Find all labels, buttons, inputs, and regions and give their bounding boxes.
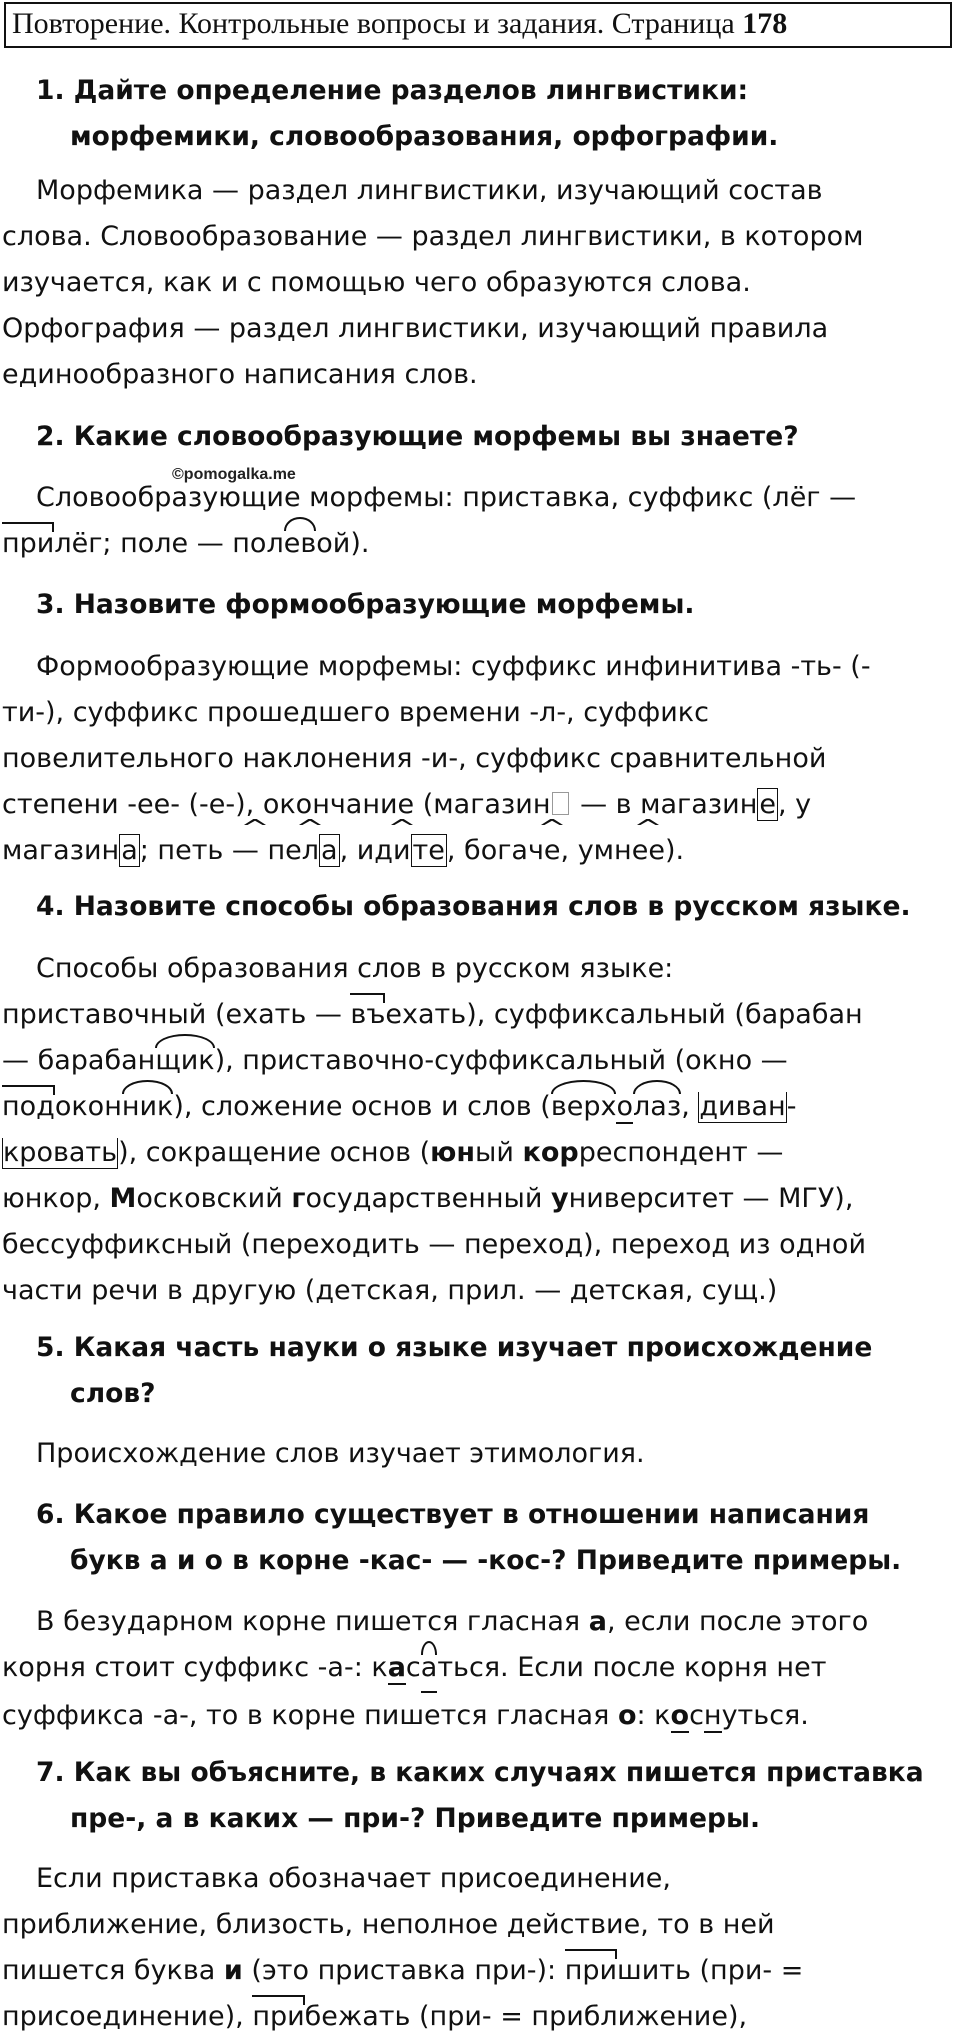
question-text: слов? (70, 1378, 156, 1409)
suffix-mark: ^ л (302, 828, 319, 874)
ending-mark: а (321, 835, 338, 866)
root-mark: лаз (633, 1084, 681, 1130)
suffix-mark: ник (122, 1084, 174, 1130)
answer-line: Словообразующие морфемы: приставка, суффикс (лёг — (36, 482, 857, 513)
answer-line: слова. Словообразование — раздел лингвистики, в котором (2, 221, 864, 252)
question-1 (36, 68, 936, 160)
answer-line: Формообразующие морфемы: суффикс инфинитива -ть- (- (36, 651, 871, 682)
answer-line: Способы образования слов в русском языке: (36, 953, 674, 984)
question-text: Как вы объясните, в каких случаях пишется приставка (73, 1757, 924, 1788)
question-5 (36, 1325, 936, 1417)
question-3 (36, 582, 936, 628)
question-number: 6. (36, 1499, 65, 1530)
interfix-mark: о (616, 1091, 634, 1122)
answer-line: изучается, как и с помощью чего образуются слова. (2, 267, 751, 298)
answer-line: присоединение), прибежать (при- = приближение), (2, 1994, 952, 2040)
question-4 (36, 884, 936, 930)
suffix-mark: а (421, 1645, 438, 1693)
answer-line: бессуффиксный (переходить — переход), переход из одной (2, 1229, 866, 1260)
prefix-mark: въ (350, 992, 385, 1038)
prefix-mark: при (252, 1994, 304, 2040)
answer-line: кровать), сокращение основ (юный корреспондент — (3, 1137, 784, 1168)
question-text: Назовите способы образования слов в русском языке. (73, 891, 911, 922)
answer-5 (2, 1431, 952, 1477)
answer-line: суффикса -а-, то в корне пишется гласная о: коснуться. (2, 1700, 809, 1731)
answer-line: приставочный (ехать — въехать), суффиксальный (барабан (2, 992, 952, 1038)
question-text: морфемики, словообразования, орфографии. (70, 121, 779, 152)
answer-line: Если приставка обозначает присоединение, (36, 1863, 671, 1894)
answer-line: приближение, близость, неполное действие, то в ней (2, 1909, 775, 1940)
question-text: букв а и о в корне -кас- — -кос-? Приведите примеры. (70, 1545, 902, 1576)
answer-1 (2, 168, 952, 398)
question-text: Назовите формообразующие морфемы. (73, 589, 695, 620)
suffix-mark: ев (284, 521, 317, 567)
answer-line: магазина; пет^ ь — пе^ ла, ид^ ите, богач^ е, умн^ ее). (2, 828, 952, 874)
answer-line: корня стоит суффикс -а-: касаться. Если после корня нет (2, 1645, 952, 1693)
stem-mark: кровать (3, 1137, 118, 1168)
question-number: 4. (36, 891, 65, 922)
answer-6 (2, 1599, 952, 1739)
answer-4 (2, 946, 952, 1314)
header-title: Повторение. Контрольные вопросы и задания. Страница (12, 7, 735, 40)
suffix-mark: ^ и (393, 828, 411, 874)
answer-line: Происхождение слов изучает этимология. (36, 1438, 645, 1469)
question-number: 2. (36, 421, 65, 452)
prefix-mark: под (2, 1084, 55, 1130)
answer-line: юнкор, Московский государственный университет — МГУ), (2, 1183, 854, 1214)
stem-mark: диван (699, 1091, 786, 1122)
answer-3 (2, 644, 952, 874)
ending-mark: те (412, 835, 445, 866)
ending-mark: е (759, 789, 776, 820)
answer-line: подоконник), сложение основ и слов (верхолаз, диван- (2, 1084, 952, 1130)
question-text: Какие словообразующие морфемы вы знаете? (73, 421, 799, 452)
question-text: пре-, а в каких — при-? Приведите примеры. (70, 1803, 761, 1834)
answer-line: пишется буква и (это приставка при-): пришить (при- = (2, 1948, 952, 1994)
question-text: Какая часть науки о языке изучает происхождение (73, 1332, 873, 1363)
page-number: 178 (742, 7, 788, 40)
question-number: 5. (36, 1332, 65, 1363)
suffix-mark: ^ е (544, 828, 561, 874)
page-header (4, 2, 952, 48)
answer-line: единообразного написания слов. (2, 359, 478, 390)
answer-line: — барабанщик), приставочно-суффиксальный (окно — (2, 1038, 952, 1084)
suffix-mark: щик (155, 1038, 214, 1084)
ending-mark: а (121, 835, 138, 866)
suffix-mark: н (703, 1700, 722, 1731)
root-mark: верх (551, 1084, 617, 1130)
answer-line: прилёг; поле — полевой). (2, 521, 952, 567)
question-number: 1. (36, 75, 65, 106)
question-number: 7. (36, 1757, 65, 1788)
prefix-mark: при (565, 1948, 617, 1994)
suffix-mark: ^ ь — пе (207, 828, 301, 874)
prefix-mark: при (2, 521, 54, 567)
answer-line: степени -ее- (-е-), окончание (магазин — в магазине, у (2, 789, 812, 820)
question-6 (36, 1492, 936, 1584)
question-text: Дайте определение разделов лингвистики: (73, 75, 749, 106)
root-mark: о (670, 1700, 690, 1731)
root-mark: а (387, 1652, 406, 1683)
watermark: ©pomogalka.me (172, 466, 296, 483)
answer-line: ти-), суффикс прошедшего времени -л-, суффикс (2, 697, 709, 728)
answer-line: Морфемика — раздел лингвистики, изучающий состав (36, 175, 823, 206)
suffix-mark: ^ ее (632, 828, 665, 874)
question-2 (36, 414, 936, 460)
answer-line: повелительного наклонения -и-, суффикс сравнительной (2, 743, 827, 774)
question-number: 3. (36, 589, 65, 620)
answer-2 (2, 475, 952, 567)
answer-7 (2, 1856, 952, 2040)
answer-line: части речи в другую (детская, прил. — детская, сущ.) (2, 1275, 778, 1306)
question-text: Какое правило существует в отношении написания (73, 1499, 870, 1530)
question-7 (36, 1750, 936, 1842)
answer-line: В безударном корне пишется гласная а, если после этого (36, 1606, 869, 1637)
answer-line: Орфография — раздел лингвистики, изучающий правила (2, 313, 829, 344)
